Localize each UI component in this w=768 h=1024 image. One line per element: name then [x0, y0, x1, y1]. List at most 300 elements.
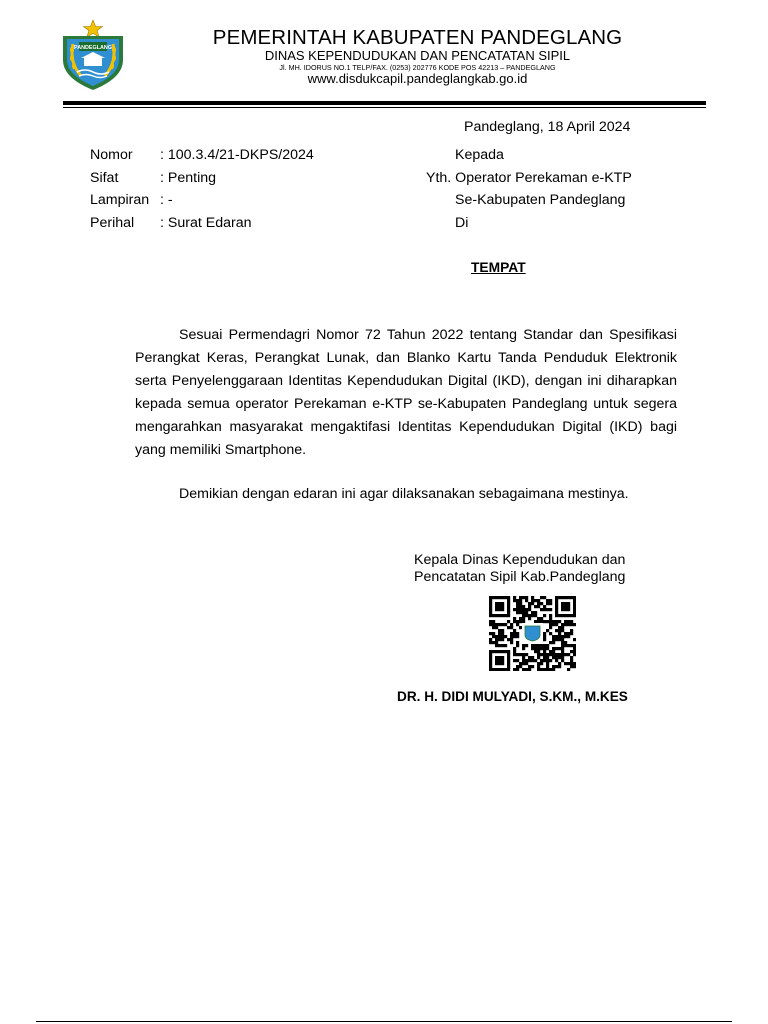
qr-module — [543, 614, 546, 617]
qr-module — [561, 635, 564, 638]
qr-module — [543, 644, 546, 647]
qr-module — [501, 635, 504, 638]
qr-module — [555, 659, 558, 662]
qr-module — [531, 599, 534, 602]
qr-module — [525, 653, 528, 656]
qr-module — [519, 617, 522, 620]
qr-module — [519, 608, 522, 611]
qr-module — [534, 644, 537, 647]
qr-module — [543, 659, 546, 662]
qr-center-emblem-icon — [522, 623, 543, 644]
qr-module — [528, 668, 531, 671]
qr-module — [525, 668, 528, 671]
qr-module — [540, 608, 543, 611]
qr-module — [540, 596, 543, 599]
qr-module — [540, 617, 543, 620]
meta-row-sifat — [90, 169, 330, 189]
recipient-kepada: Kepada — [455, 147, 504, 163]
qr-module — [552, 641, 555, 644]
qr-module — [561, 626, 564, 629]
qr-finder-module — [507, 668, 510, 671]
qr-finder-module — [507, 653, 510, 656]
qr-module — [516, 608, 519, 611]
qr-module — [549, 620, 552, 623]
qr-module — [507, 626, 510, 629]
qr-finder-module — [489, 668, 492, 671]
meta-row-perihal — [90, 214, 330, 234]
qr-module — [501, 623, 504, 626]
qr-module — [525, 662, 528, 665]
qr-module — [567, 668, 570, 671]
recipient-yth: Yth. Operator Perekaman e-KTP — [426, 170, 632, 186]
qr-finder-module — [504, 650, 507, 653]
qr-finder-module — [573, 602, 576, 605]
qr-module — [531, 647, 534, 650]
qr-module — [537, 602, 540, 605]
qr-module — [531, 659, 534, 662]
qr-module — [492, 623, 495, 626]
qr-module — [519, 653, 522, 656]
qr-module — [519, 665, 522, 668]
qr-finder-module — [507, 665, 510, 668]
qr-finder-module — [501, 608, 504, 611]
qr-finder-module — [495, 659, 498, 662]
qr-module — [552, 650, 555, 653]
qr-finder-module — [492, 614, 495, 617]
qr-module — [546, 662, 549, 665]
qr-module — [549, 626, 552, 629]
qr-module — [543, 635, 546, 638]
qr-module — [501, 629, 504, 632]
qr-finder-module — [561, 596, 564, 599]
qr-module — [516, 668, 519, 671]
qr-finder-module — [489, 608, 492, 611]
qr-module — [525, 599, 528, 602]
qr-module — [531, 656, 534, 659]
qr-finder-module — [567, 596, 570, 599]
qr-finder-module — [573, 599, 576, 602]
signatory-name: DR. H. DIDI MULYADI, S.KM., M.KES — [397, 689, 628, 704]
qr-module — [516, 602, 519, 605]
qr-finder-module — [564, 605, 567, 608]
qr-finder-module — [558, 614, 561, 617]
qr-finder-module — [492, 596, 495, 599]
qr-module — [528, 614, 531, 617]
qr-module — [567, 620, 570, 623]
qr-module — [498, 629, 501, 632]
qr-module — [513, 647, 516, 650]
qr-module — [546, 659, 549, 662]
qr-module — [516, 611, 519, 614]
recipient-region: Se-Kabupaten Pandeglang — [455, 192, 626, 208]
qr-module — [558, 656, 561, 659]
qr-module — [546, 656, 549, 659]
qr-finder-module — [567, 608, 570, 611]
qr-module — [495, 623, 498, 626]
qr-finder-module — [498, 608, 501, 611]
letterhead-title: PEMERINTAH KABUPATEN PANDEGLANG — [212, 26, 623, 49]
meta-row-nomor — [90, 146, 330, 166]
qr-finder-module — [573, 614, 576, 617]
qr-finder-module — [573, 611, 576, 614]
qr-module — [543, 596, 546, 599]
qr-finder-module — [555, 599, 558, 602]
qr-module — [522, 611, 525, 614]
closing-sentence: Demikian dengan edaran ini agar dilaksanakan sebagaimana mestinya. — [179, 486, 629, 502]
qr-module — [552, 668, 555, 671]
qr-finder-module — [498, 605, 501, 608]
qr-module — [528, 608, 531, 611]
qr-module — [567, 623, 570, 626]
qr-finder-module — [489, 602, 492, 605]
qr-finder-module — [495, 602, 498, 605]
qr-module — [552, 620, 555, 623]
qr-module — [570, 629, 573, 632]
qr-module — [537, 668, 540, 671]
signatory-title — [414, 552, 625, 586]
qr-module — [492, 641, 495, 644]
qr-finder-module — [564, 602, 567, 605]
signature-qr-code — [489, 596, 576, 671]
qr-module — [537, 653, 540, 656]
qr-module — [546, 644, 549, 647]
qr-module — [555, 638, 558, 641]
qr-module — [570, 620, 573, 623]
qr-module — [561, 644, 564, 647]
letterhead-website: www.disdukcapil.pandeglangkab.go.id — [307, 71, 528, 86]
qr-module — [573, 665, 576, 668]
qr-module — [543, 650, 546, 653]
qr-finder-module — [492, 650, 495, 653]
qr-module — [498, 632, 501, 635]
qr-module — [513, 632, 516, 635]
qr-module — [510, 641, 513, 644]
qr-module — [558, 665, 561, 668]
qr-module — [516, 623, 519, 626]
qr-finder-module — [573, 605, 576, 608]
qr-finder-module — [507, 614, 510, 617]
qr-finder-module — [564, 608, 567, 611]
qr-finder-module — [555, 608, 558, 611]
qr-module — [570, 665, 573, 668]
qr-finder-module — [507, 650, 510, 653]
qr-finder-module — [495, 608, 498, 611]
body-paragraph: Sesuai Permendagri Nomor 72 Tahun 2022 tentang Standar dan Spesifikasi Perangkat Keras, Perangkat Lunak, dan Blanko Kartu Tanda Penduduk Elektronik serta Penyelenggaraan Identitas Kependudukan Digital (IKD), dengan ini diharapkan kepada semua operator Perekaman e-KTP se-Kabupaten Pandeglang untuk segera mengarahkan masyarakat mengaktifasi Identitas Kependudukan Digital (IKD) bagi yang memiliki Smartphone. — [135, 327, 677, 458]
qr-module — [549, 653, 552, 656]
qr-finder-module — [555, 596, 558, 599]
qr-module — [528, 602, 531, 605]
qr-finder-module — [501, 614, 504, 617]
qr-module — [537, 644, 540, 647]
qr-finder-module — [567, 614, 570, 617]
qr-module — [513, 659, 516, 662]
qr-finder-module — [498, 614, 501, 617]
qr-module — [558, 653, 561, 656]
qr-module — [540, 659, 543, 662]
qr-finder-module — [489, 659, 492, 662]
qr-finder-module — [498, 659, 501, 662]
qr-finder-module — [489, 665, 492, 668]
qr-finder-module — [489, 611, 492, 614]
qr-module — [537, 647, 540, 650]
qr-module — [552, 638, 555, 641]
qr-module — [537, 599, 540, 602]
qr-module — [543, 653, 546, 656]
qr-module — [516, 641, 519, 644]
qr-module — [498, 623, 501, 626]
qr-finder-module — [489, 614, 492, 617]
qr-module — [537, 620, 540, 623]
qr-finder-module — [567, 602, 570, 605]
qr-module — [564, 635, 567, 638]
recipient-place: TEMPAT — [471, 260, 526, 275]
qr-module — [537, 662, 540, 665]
qr-finder-module — [501, 668, 504, 671]
letterhead-address: Jl. MH. IDORUS NO.1 TELP/FAX. (0253) 202776 KODE POS 42213 – PANDEGLANG — [279, 63, 556, 72]
qr-module — [528, 665, 531, 668]
qr-finder-module — [504, 668, 507, 671]
qr-module — [555, 665, 558, 668]
qr-finder-module — [495, 596, 498, 599]
qr-module — [534, 647, 537, 650]
qr-module — [558, 632, 561, 635]
qr-module — [558, 629, 561, 632]
qr-finder-module — [498, 656, 501, 659]
qr-module — [570, 662, 573, 665]
qr-module — [495, 641, 498, 644]
qr-module — [537, 656, 540, 659]
qr-finder-module — [507, 599, 510, 602]
qr-module — [558, 620, 561, 623]
qr-finder-module — [501, 662, 504, 665]
qr-finder-module — [558, 596, 561, 599]
qr-finder-module — [570, 596, 573, 599]
qr-module — [546, 602, 549, 605]
qr-module — [570, 650, 573, 653]
qr-module — [555, 656, 558, 659]
qr-module — [519, 605, 522, 608]
qr-module — [546, 668, 549, 671]
qr-finder-module — [555, 605, 558, 608]
signatory-title-line2: Pencatatan Sipil Kab.Pandeglang — [414, 569, 626, 585]
qr-module — [507, 638, 510, 641]
qr-module — [513, 668, 516, 671]
qr-finder-module — [507, 602, 510, 605]
qr-module — [564, 641, 567, 644]
qr-module — [552, 647, 555, 650]
qr-module — [552, 635, 555, 638]
qr-module — [540, 647, 543, 650]
qr-module — [525, 659, 528, 662]
qr-finder-module — [573, 596, 576, 599]
qr-module — [525, 611, 528, 614]
qr-finder-module — [507, 605, 510, 608]
qr-finder-module — [555, 614, 558, 617]
qr-module — [549, 602, 552, 605]
qr-module — [543, 620, 546, 623]
qr-module — [573, 638, 576, 641]
qr-module — [531, 644, 534, 647]
qr-module — [534, 650, 537, 653]
qr-module — [534, 611, 537, 614]
qr-finder-module — [564, 614, 567, 617]
qr-module — [519, 620, 522, 623]
qr-module — [549, 599, 552, 602]
qr-module — [537, 650, 540, 653]
qr-finder-module — [501, 605, 504, 608]
qr-module — [540, 644, 543, 647]
qr-module — [561, 638, 564, 641]
qr-module — [516, 605, 519, 608]
qr-module — [549, 614, 552, 617]
qr-module — [534, 614, 537, 617]
qr-finder-module — [507, 656, 510, 659]
qr-finder-module — [498, 602, 501, 605]
qr-module — [546, 620, 549, 623]
qr-module — [552, 653, 555, 656]
qr-module — [522, 614, 525, 617]
qr-module — [525, 596, 528, 599]
qr-module — [534, 620, 537, 623]
qr-module — [540, 662, 543, 665]
qr-finder-module — [567, 605, 570, 608]
qr-module — [531, 602, 534, 605]
qr-module — [561, 656, 564, 659]
qr-module — [543, 647, 546, 650]
qr-module — [558, 647, 561, 650]
letterhead-divider-thick — [63, 101, 706, 105]
qr-module — [537, 665, 540, 668]
qr-module — [540, 620, 543, 623]
qr-module — [531, 611, 534, 614]
qr-module — [570, 644, 573, 647]
qr-module — [546, 599, 549, 602]
qr-finder-module — [555, 602, 558, 605]
qr-module — [522, 662, 525, 665]
qr-finder-module — [489, 596, 492, 599]
qr-module — [531, 596, 534, 599]
qr-module — [504, 644, 507, 647]
qr-finder-module — [555, 611, 558, 614]
qr-module — [513, 617, 516, 620]
qr-module — [528, 605, 531, 608]
qr-finder-module — [495, 605, 498, 608]
qr-finder-module — [561, 602, 564, 605]
qr-module — [522, 659, 525, 662]
qr-module — [549, 623, 552, 626]
qr-module — [534, 599, 537, 602]
qr-module — [552, 623, 555, 626]
meta-value: : - — [160, 192, 173, 208]
qr-module — [558, 635, 561, 638]
qr-module — [555, 620, 558, 623]
qr-module — [564, 662, 567, 665]
qr-finder-module — [489, 662, 492, 665]
qr-module — [489, 638, 492, 641]
qr-module — [525, 644, 528, 647]
qr-module — [543, 632, 546, 635]
qr-module — [513, 620, 516, 623]
qr-module — [513, 596, 516, 599]
letterhead-department: DINAS KEPENDUDUKAN DAN PENCATATAN SIPIL — [264, 48, 571, 63]
qr-module — [519, 599, 522, 602]
qr-module — [558, 662, 561, 665]
qr-module — [513, 608, 516, 611]
qr-module — [570, 632, 573, 635]
qr-module — [516, 644, 519, 647]
qr-module — [492, 626, 495, 629]
qr-module — [522, 596, 525, 599]
qr-module — [495, 635, 498, 638]
qr-module — [546, 653, 549, 656]
qr-module — [525, 608, 528, 611]
qr-module — [564, 623, 567, 626]
qr-module — [552, 656, 555, 659]
qr-module — [507, 620, 510, 623]
qr-module — [501, 632, 504, 635]
qr-module — [516, 635, 519, 638]
qr-module — [546, 665, 549, 668]
qr-module — [495, 626, 498, 629]
qr-finder-module — [495, 650, 498, 653]
qr-module — [522, 668, 525, 671]
qr-module — [516, 665, 519, 668]
qr-module — [510, 638, 513, 641]
qr-module — [519, 611, 522, 614]
qr-module — [516, 632, 519, 635]
qr-module — [546, 608, 549, 611]
qr-module — [510, 632, 513, 635]
qr-module — [498, 644, 501, 647]
qr-module — [561, 653, 564, 656]
qr-module — [522, 653, 525, 656]
qr-finder-module — [504, 614, 507, 617]
letterhead-divider-thin — [63, 107, 706, 108]
qr-module — [510, 623, 513, 626]
qr-module — [516, 653, 519, 656]
meta-value: : Penting — [160, 170, 217, 186]
qr-module — [513, 635, 516, 638]
qr-module — [570, 623, 573, 626]
qr-module — [516, 659, 519, 662]
qr-module — [564, 632, 567, 635]
qr-module — [549, 668, 552, 671]
qr-module — [501, 644, 504, 647]
qr-module — [528, 656, 531, 659]
qr-finder-module — [498, 596, 501, 599]
qr-module — [573, 623, 576, 626]
qr-module — [564, 644, 567, 647]
qr-module — [555, 635, 558, 638]
qr-module — [516, 599, 519, 602]
qr-module — [501, 638, 504, 641]
regency-emblem-logo — [57, 18, 129, 92]
qr-module — [498, 638, 501, 641]
qr-finder-module — [501, 656, 504, 659]
qr-module — [564, 653, 567, 656]
qr-finder-module — [501, 602, 504, 605]
qr-module — [573, 650, 576, 653]
qr-module — [543, 656, 546, 659]
qr-finder-module — [489, 653, 492, 656]
qr-module — [489, 623, 492, 626]
qr-module — [534, 605, 537, 608]
qr-finder-module — [489, 599, 492, 602]
qr-finder-module — [498, 650, 501, 653]
qr-module — [516, 620, 519, 623]
qr-finder-module — [570, 614, 573, 617]
qr-module — [549, 650, 552, 653]
